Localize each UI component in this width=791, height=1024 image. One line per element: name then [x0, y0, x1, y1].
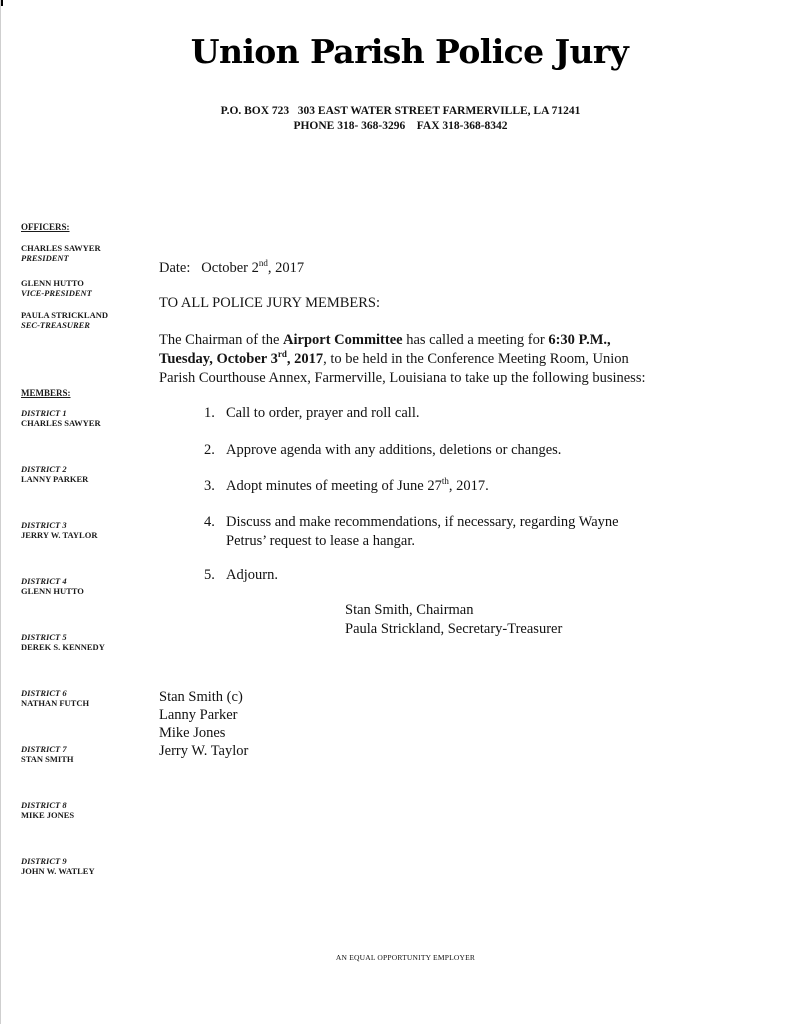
- members-heading: MEMBERS:: [21, 388, 71, 398]
- member-district: DISTRICT 9: [21, 856, 67, 866]
- meeting-year: , 2017: [286, 351, 324, 367]
- member-name: NATHAN FUTCH: [21, 698, 90, 708]
- member-entry: [21, 408, 101, 428]
- meeting-day-suffix: rd: [277, 349, 287, 360]
- member-entry: [21, 520, 97, 540]
- letterhead-title: Union Parish Police Jury: [190, 32, 629, 71]
- agenda-text: Call to order, prayer and roll call.: [226, 405, 420, 421]
- agenda-text-wrapper: [226, 513, 666, 551]
- member-name: LANNY PARKER: [21, 474, 89, 484]
- agenda-item: [204, 513, 684, 551]
- member-district: DISTRICT 7: [21, 744, 67, 754]
- member-entry: [21, 688, 89, 708]
- member-name: MIKE JONES: [21, 810, 75, 820]
- officer-entry: [21, 310, 108, 330]
- officer-role: VICE-PRESIDENT: [21, 288, 92, 298]
- intro-line3: Parish Courthouse Annex, Farmerville, Louisiana to take up the following business:: [159, 370, 646, 386]
- agenda-number: 5.: [204, 567, 215, 583]
- member-name: JERRY W. TAYLOR: [21, 530, 98, 540]
- agenda-text: Discuss and make recommendations, if necessary, regarding Wayne: [226, 514, 619, 530]
- officer-entry: [21, 243, 101, 263]
- address-line: P.O. BOX 723 303 EAST WATER STREET FARMERVILLE, LA 71241: [220, 105, 581, 117]
- member-entry: [21, 856, 95, 876]
- committee-member: Stan Smith (c): [159, 689, 243, 705]
- agenda-item: [204, 477, 684, 496]
- officer-role: PRESIDENT: [21, 253, 69, 263]
- committee-name: Airport Committee: [283, 332, 403, 348]
- agenda-text-line2: Petrus’ request to lease a hangar.: [226, 533, 415, 549]
- member-district: DISTRICT 4: [21, 576, 67, 586]
- scan-left-edge: [0, 0, 1, 1024]
- letterhead-address: [0, 104, 791, 134]
- signature-secretary: Paula Strickland, Secretary-Treasurer: [345, 621, 563, 637]
- officer-name: PAULA STRICKLAND: [21, 310, 108, 320]
- committee-member-list: [159, 688, 248, 760]
- date-label: Date:: [159, 260, 191, 276]
- officer-name: GLENN HUTTO: [21, 278, 84, 288]
- member-name: JOHN W. WATLEY: [21, 866, 95, 876]
- date-month-day: October 2: [201, 260, 259, 276]
- member-district: DISTRICT 8: [21, 800, 67, 810]
- committee-member: Mike Jones: [159, 725, 226, 741]
- officer-role: SEC-TREASURER: [21, 320, 90, 330]
- letter-date: [159, 259, 699, 278]
- member-district: DISTRICT 3: [21, 520, 67, 530]
- member-entry: [21, 744, 74, 764]
- meeting-day-text: Tuesday, October 3: [159, 351, 278, 367]
- officer-name: CHARLES SAWYER: [21, 243, 101, 253]
- agenda-number: 4.: [204, 514, 215, 530]
- intro-part1: The Chairman of the: [159, 332, 284, 348]
- member-entry: [21, 632, 105, 652]
- date-year: , 2017: [267, 260, 305, 276]
- intro-paragraph: [159, 331, 699, 388]
- agenda-text: Adopt minutes of meeting of June 27: [226, 478, 442, 494]
- agenda-item: [204, 441, 684, 460]
- signature-chairman: Stan Smith, Chairman: [345, 602, 474, 618]
- agenda-number: 3.: [204, 478, 215, 494]
- intro-part2: has called a meeting for: [402, 332, 549, 348]
- member-name: STAN SMITH: [21, 754, 74, 764]
- member-district: DISTRICT 1: [21, 408, 67, 418]
- meeting-day: [159, 351, 323, 367]
- member-entry: [21, 464, 88, 484]
- member-name: GLENN HUTTO: [21, 586, 84, 596]
- footer-eeo: AN EQUAL OPPORTUNITY EMPLOYER: [335, 953, 476, 962]
- officers-heading: OFFICERS:: [21, 222, 70, 232]
- salutation: TO ALL POLICE JURY MEMBERS:: [159, 295, 381, 311]
- member-district: DISTRICT 2: [21, 464, 67, 474]
- agenda-item: [204, 404, 684, 423]
- agenda-item: [204, 566, 684, 585]
- meeting-time: 6:30 P.M.,: [548, 332, 611, 348]
- member-entry: [21, 800, 74, 820]
- agenda-text: Approve agenda with any additions, deletions or changes.: [226, 442, 562, 458]
- date-suffix: nd: [258, 258, 268, 269]
- phone-fax-line: PHONE 318- 368-3296 FAX 318-368-8342: [293, 120, 508, 132]
- member-name: DEREK S. KENNEDY: [21, 642, 105, 652]
- committee-member: Jerry W. Taylor: [159, 743, 249, 759]
- agenda-text: Adjourn.: [226, 567, 278, 583]
- member-district: DISTRICT 6: [21, 688, 67, 698]
- officer-entry: [21, 278, 92, 298]
- member-district: DISTRICT 5: [21, 632, 67, 642]
- intro-part3: , to be held in the Conference Meeting Room, Union: [323, 351, 629, 367]
- agenda-number: 1.: [204, 405, 215, 421]
- agenda-number: 2.: [204, 442, 215, 458]
- member-name: CHARLES SAWYER: [21, 418, 101, 428]
- agenda-text-after: , 2017.: [448, 478, 489, 494]
- member-entry: [21, 576, 84, 596]
- agenda-text-wrapper: [226, 477, 666, 496]
- agenda-date-suffix: th: [441, 476, 449, 487]
- committee-member: Lanny Parker: [159, 707, 238, 723]
